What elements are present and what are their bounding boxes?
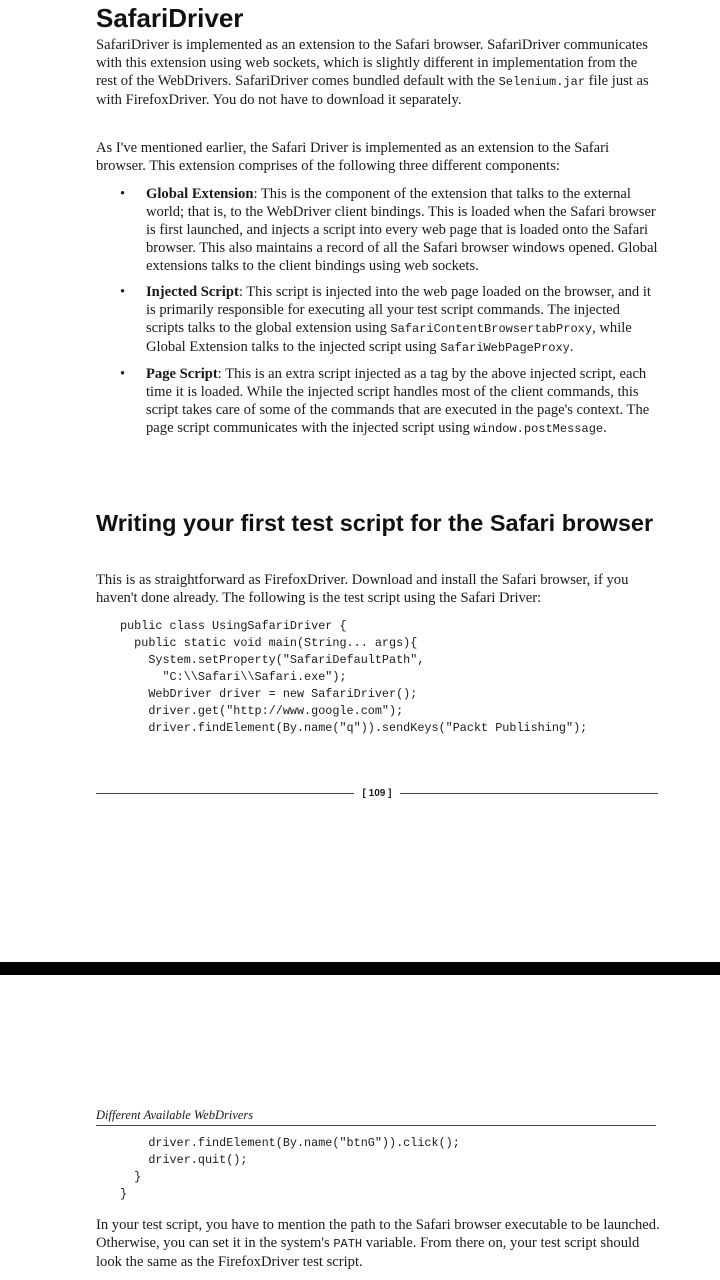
page-number: [ 109 ] — [96, 785, 658, 803]
closing-paragraph — [96, 1216, 661, 1271]
intro-text-2: file just as with FirefoxDriver. You do not have to download it separately. — [96, 73, 649, 108]
components-list — [96, 185, 661, 446]
book-page-110 — [0, 975, 720, 1280]
bullet-icon: • — [120, 284, 126, 300]
desc-injected-script-3: . — [569, 339, 574, 355]
desc-injected-script-1: : This script is injected into the web page loaded on the browser, and it is primarily responsible for executing all your test script commands. The injected scripts talks to the global extension using — [146, 284, 651, 336]
inline-code-content-proxy: SafariContentBrowsertabProxy — [390, 322, 593, 336]
subsection-title: Writing your first test script for the Safari browser — [96, 510, 654, 536]
desc-injected-script-2: , while Global Extension talks to the injected script using — [146, 320, 632, 355]
closing-text-1: In your test script, you have to mention the path to the Safari browser executable to be launched. Otherwise, you can set it in the system's — [96, 1217, 660, 1251]
term-global-extension: Global Extension — [146, 186, 254, 202]
desc-page-script-2: . — [603, 420, 607, 436]
list-item-global-extension — [96, 185, 661, 275]
closing-text-2: variable. From there on, your test script should look the same as the FirefoxDriver test script. — [96, 1235, 640, 1270]
intro-test-script-paragraph: This is as straightforward as FirefoxDriver. Download and install the Safari browser, if you haven't done already. The following is the test script using the Safari Driver: — [96, 572, 629, 606]
inline-code-path: PATH — [333, 1237, 363, 1251]
desc-global-extension: : This is the component of the extension that talks to the external world; that is, to the WebDriver client bindings. This is loaded when the Safari browser is first launched, and injects a script into every web page that is loaded onto the Safari browser. This also maintains a record of all the Safari browser windows opened. Global extensions talks to the client bindings using web sockets. — [146, 186, 658, 274]
page-separator — [0, 962, 720, 975]
page-footer — [96, 785, 658, 803]
inline-code-selenium-jar: Selenium.jar — [498, 75, 586, 89]
term-injected-script: Injected Script — [146, 284, 239, 300]
bullet-icon: • — [120, 186, 126, 202]
list-item-page-script — [96, 365, 661, 438]
code-block-safari-driver: public class UsingSafariDriver { public static void main(String... args){ System.setProperty("SafariDefaultPath", "C:\\Safari\\Safari.exe"); WebDriver driver = new SafariDriver(); driver.get("http://www.google.com"); driver.findElement(By.name("q")).sendKeys("Packt Publishing"); — [120, 619, 588, 735]
term-page-script: Page Script — [146, 366, 218, 382]
desc-page-script-1: : This is an extra script injected as a tag by the above injected script, each time it is loaded. While the injected script handles most of the client commands, this script takes care of some of the commands that are executed in the page's context. The page script communicates with the injected script using — [146, 366, 650, 436]
inline-code-post-message: window.postMessage — [473, 422, 604, 436]
section-title: SafariDriver — [96, 3, 244, 33]
intro-paragraph — [96, 36, 661, 109]
inline-code-webpage-proxy: SafariWebPageProxy — [440, 341, 570, 355]
components-paragraph: As I've mentioned earlier, the Safari Driver is implemented as an extension to the Safari browser. This extension comprises of the following three different components: — [96, 140, 610, 174]
intro-text-1: SafariDriver is implemented as an extension to the Safari browser. SafariDriver communicates with this extension using web sockets, which is slightly different in implementation from the rest of the WebDrivers. SafariDriver comes bundled default with the — [96, 37, 648, 89]
bullet-icon: • — [120, 366, 126, 382]
list-item-injected-script — [96, 283, 661, 357]
code-block-continued: driver.findElement(By.name("btnG")).click(); driver.quit(); } } — [120, 1136, 460, 1201]
running-head: Different Available WebDrivers — [96, 1107, 656, 1126]
